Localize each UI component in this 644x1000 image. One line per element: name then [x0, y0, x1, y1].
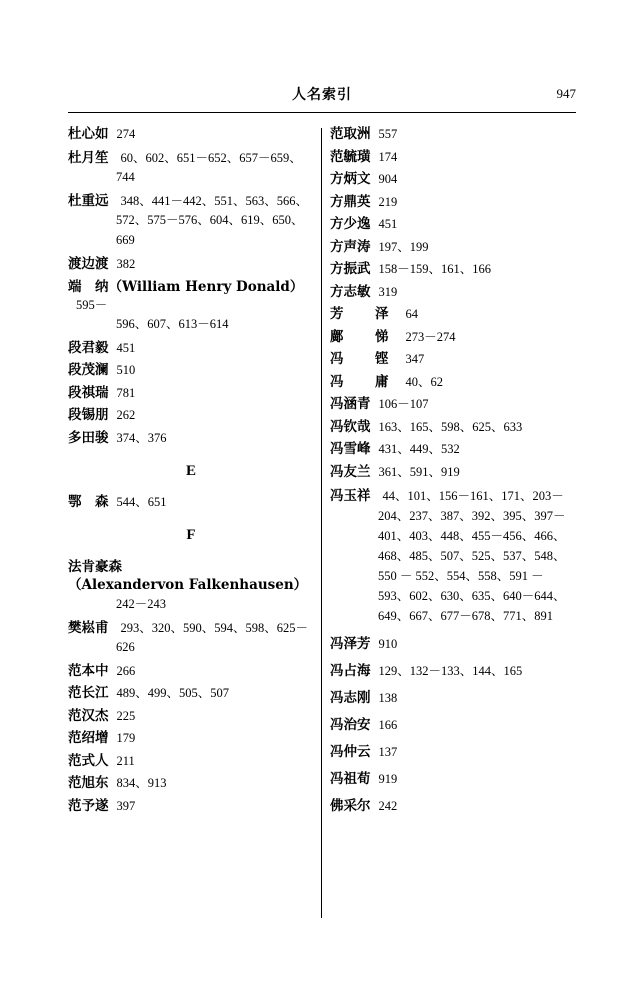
entry-pages: 834、913: [116, 776, 167, 790]
index-entry: [68, 730, 314, 747]
entry-term: 段茂澜: [68, 362, 109, 378]
entry-pages: 129、132－133、144、165: [378, 664, 523, 678]
index-entry: [68, 663, 314, 680]
entry-pages: 382: [116, 256, 136, 271]
index-entry: [68, 192, 314, 250]
index-entry: [68, 430, 314, 447]
index-entry: [68, 685, 314, 702]
entry-term: 方声涛: [330, 238, 371, 255]
entry-pages: 361、591、919: [378, 464, 460, 479]
index-entry: [330, 261, 576, 278]
index-entry: [330, 351, 576, 368]
index-entry: [330, 690, 576, 707]
entry-pages-cont: 669: [116, 233, 135, 247]
entry-term: 冯涵青: [330, 396, 371, 412]
entry-pages: 40、62: [405, 374, 444, 389]
entry-pages: 544、651: [116, 494, 167, 509]
index-entry: [330, 744, 576, 761]
entry-term: 冯雪峰: [330, 441, 371, 457]
index-entry: [330, 717, 576, 734]
index-entry: [330, 441, 576, 458]
entry-term: 范式人: [68, 752, 109, 769]
entry-pages-cont: 596、607、613－614: [116, 317, 229, 331]
entry-pages-cont: 204、237、387、392、395、397－: [378, 509, 566, 523]
entry-term: 冯钦哉: [330, 418, 371, 435]
index-entry: [330, 149, 576, 166]
index-entry: [330, 284, 576, 301]
entry-term: 方鼎英: [330, 193, 371, 210]
entry-term: 段祺瑞: [68, 384, 109, 401]
entry-pages: 557: [378, 127, 398, 141]
index-entry: [68, 407, 314, 424]
entry-term: 樊崧甫: [68, 620, 109, 636]
index-entry: [330, 771, 576, 788]
index-entry: [330, 171, 576, 188]
entry-term: 段锡朋: [68, 407, 109, 423]
entry-pages: 595－: [76, 298, 108, 312]
entry-term: 范汉杰: [68, 707, 109, 724]
index-columns: [68, 126, 576, 926]
index-entry: [330, 798, 576, 815]
entry-pages-cont: 744: [116, 169, 135, 184]
entry-term: 多田骏: [68, 429, 109, 446]
index-entry: [68, 798, 314, 815]
index-entry: [68, 619, 314, 657]
index-entry: [330, 126, 576, 143]
letter-heading-e: E: [185, 462, 196, 479]
entry-term: 方志敏: [330, 283, 371, 300]
index-entry: [330, 194, 576, 211]
entry-pages: 510: [116, 363, 136, 377]
entry-term: 杜心如: [68, 126, 109, 142]
index-entry: [68, 558, 314, 614]
entry-pages: 451: [116, 340, 136, 355]
entry-term: 范毓璜: [330, 148, 371, 165]
entry-pages: 60、602、651－652、657－659、: [120, 150, 302, 165]
entry-term: 范取洲: [330, 126, 371, 142]
entry-pages: 910: [378, 637, 398, 651]
header-rule: [68, 112, 576, 113]
index-entry: [68, 775, 314, 792]
entry-term: 鄺 悌: [330, 328, 398, 345]
entry-pages: 44、101、156－161、171、203－: [382, 489, 564, 503]
entry-term: 冯 铿: [330, 351, 398, 367]
entry-term: 方炳文: [330, 171, 371, 187]
entry-pages: 347: [405, 352, 425, 366]
entry-pages: 166: [378, 718, 398, 732]
entry-pages: 273－274: [405, 329, 456, 344]
index-entry: [68, 126, 314, 143]
index-entry: [68, 753, 314, 770]
page-header: [68, 84, 576, 106]
entry-pages: 219: [378, 194, 398, 209]
entry-pages-cont: 626: [116, 640, 135, 654]
index-entry: [68, 385, 314, 402]
index-entry: [330, 216, 576, 233]
index-entry: [68, 362, 314, 379]
entry-pages: 158－159、161、166: [378, 262, 492, 276]
entry-term: 冯占海: [330, 663, 371, 679]
entry-pages: 137: [378, 745, 398, 759]
entry-pages: 397: [116, 798, 136, 813]
entry-pages: 138: [378, 691, 398, 705]
index-entry: [330, 374, 576, 391]
entry-pages: 431、449、532: [378, 442, 460, 456]
entry-term: 冯祖荀: [330, 771, 371, 787]
entry-pages: 64: [405, 307, 418, 321]
entry-term: 冯泽芳: [330, 636, 371, 652]
index-entry: [68, 256, 314, 273]
entry-pages: 242: [378, 799, 398, 813]
entry-pages: 225: [116, 708, 136, 723]
entry-pages-cont: 649、667、677－678、771、891: [378, 609, 554, 623]
entry-term: 冯治安: [330, 717, 371, 733]
entry-pages: 262: [116, 408, 136, 422]
entry-term: 杜月笙: [68, 149, 109, 166]
entry-pages-cont: 242－243: [116, 596, 167, 611]
entry-term: 冯仲云: [330, 744, 371, 760]
entry-term: 法肯豪森: [68, 558, 122, 575]
entry-pages: 293、320、590、594、598、625－: [120, 621, 309, 635]
entry-term: 方少逸: [330, 216, 371, 232]
entry-term: 段君毅: [68, 339, 109, 356]
entry-term: 冯玉祥: [330, 488, 371, 504]
entry-term: 端 纳: [68, 279, 109, 295]
index-entry: [68, 340, 314, 357]
entry-pages: 781: [116, 385, 136, 400]
entry-pages: 319: [378, 284, 398, 299]
index-entry: [330, 419, 576, 436]
entry-term: 范本中: [68, 662, 109, 679]
index-entry: [330, 486, 576, 626]
entry-pages: 919: [378, 772, 398, 786]
entry-term: 方振武: [330, 261, 371, 277]
index-entry: [330, 396, 576, 413]
entry-term: 冯友兰: [330, 463, 371, 480]
entry-term-latin: （William Henry Donald）: [108, 279, 304, 295]
right-column: [330, 126, 576, 821]
entry-pages-cont: 468、485、507、525、537、548、: [378, 549, 566, 563]
entry-pages-cont: 401、403、448、455－456、466、: [378, 529, 566, 543]
entry-pages: 274: [116, 127, 136, 141]
entry-pages: 348、441－442、551、563、566、: [120, 194, 309, 208]
entry-pages: 106－107: [378, 397, 429, 411]
entry-term: 杜重远: [68, 193, 109, 209]
entry-pages: 266: [116, 663, 136, 678]
left-column: [68, 126, 314, 820]
entry-term: 鄂 森: [68, 493, 109, 510]
index-entry: [330, 636, 576, 653]
index-entry: [330, 663, 576, 680]
entry-pages-cont: 593、602、630、635、640－644、: [378, 589, 566, 603]
entry-pages: 174: [378, 149, 398, 164]
entry-pages: 374、376: [116, 430, 167, 445]
entry-term: 范予遂: [68, 797, 109, 814]
index-entry: [68, 149, 314, 187]
entry-term: 范旭东: [68, 775, 109, 791]
entry-pages-cont: 572、575－576、604、619、650、: [116, 213, 304, 227]
entry-term: 范绍增: [68, 730, 109, 746]
entry-pages: 211: [116, 753, 135, 768]
entry-term: 佛采尔: [330, 798, 371, 814]
index-entry: [330, 306, 576, 323]
entry-pages: 163、165、598、625、633: [378, 419, 523, 434]
entry-term: 冯志刚: [330, 690, 371, 706]
entry-term: 渡边渡: [68, 255, 109, 272]
index-entry: [330, 464, 576, 481]
entry-pages: 489、499、505、507: [116, 686, 230, 700]
entry-pages: 197、199: [378, 239, 429, 254]
entry-term-latin: （Alexandervon Falkenhausen）: [68, 576, 308, 593]
index-entry: [68, 708, 314, 725]
index-entry: [330, 329, 576, 346]
entry-term: 冯 庸: [330, 373, 398, 390]
column-divider: [321, 128, 322, 918]
page-title: 人名索引: [292, 87, 352, 103]
index-entry: [68, 278, 314, 334]
entry-pages: 179: [116, 731, 136, 745]
entry-pages: 451: [378, 217, 398, 231]
page-number: 947: [556, 86, 576, 101]
letter-heading-f: F: [186, 526, 196, 543]
index-entry: [330, 239, 576, 256]
entry-term: 芳 泽: [330, 306, 398, 322]
entry-pages: 904: [378, 172, 398, 186]
index-entry: [68, 494, 314, 511]
entry-pages-cont: 550 － 552、554、558、591 －: [378, 569, 544, 583]
entry-term: 范长江: [68, 685, 109, 701]
